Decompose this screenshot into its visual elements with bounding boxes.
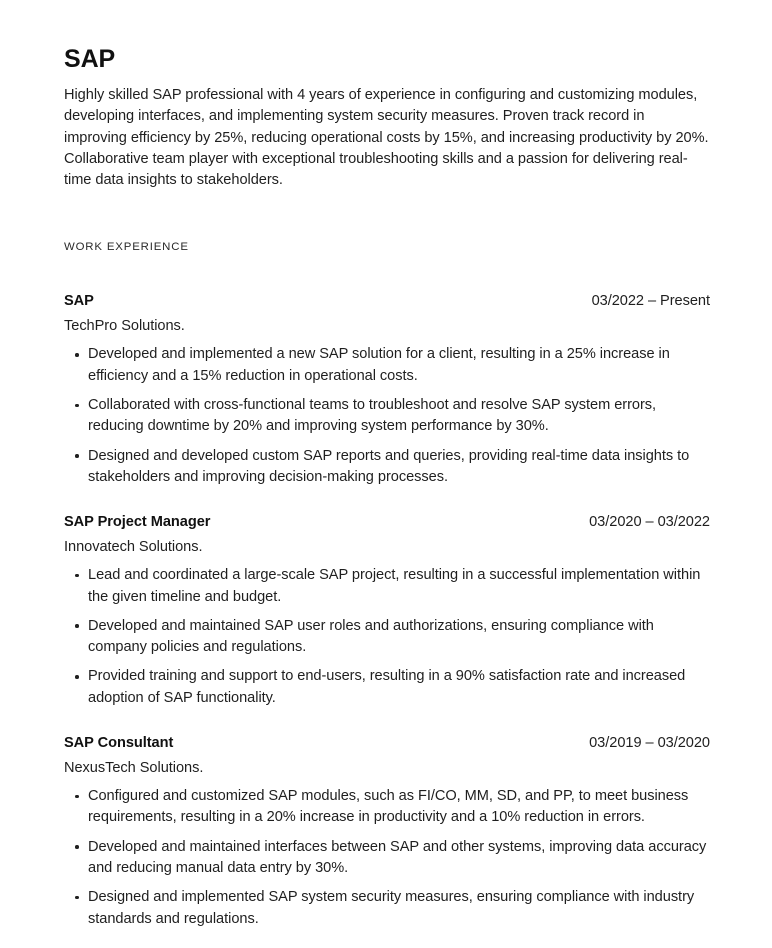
work-experience-list	[64, 292, 709, 929]
job-bullet-text: Developed and implemented a new SAP solution for a client, resulting in a 25% increase in efficiency and a 15% reduction in operational costs.	[88, 346, 670, 384]
bullet-dot-icon	[75, 353, 79, 357]
job-bullet	[64, 395, 709, 438]
job-bullet-text: Developed and maintained SAP user roles and authorizations, ensuring compliance with company policies and regulations.	[88, 617, 654, 656]
job-entry	[64, 292, 709, 488]
job-bullet-text: Designed and implemented SAP system security measures, ensuring compliance with industry standards and regulations.	[88, 889, 695, 927]
bullet-dot-icon	[75, 404, 79, 408]
job-header-row	[64, 513, 710, 532]
bullet-dot-icon	[75, 795, 79, 799]
job-bullet-text: Lead and coordinated a large-scale SAP project, resulting in a successful implementation within the given timeline and budget.	[88, 567, 701, 605]
job-bullet-list	[64, 344, 709, 488]
job-bullet	[64, 565, 709, 608]
professional-summary: Highly skilled SAP professional with 4 years of experience in configuring and customizing modules, developing interfaces, and implementing system security measures. Proven track record in improving efficiency by 25%, reducing operational costs by 15%, and increasing productivity by 20%. Collaborative team player with exceptional troubleshooting skills and a passion for delivering real-time data insights to stakeholders.	[64, 87, 709, 189]
job-title: SAP	[64, 293, 94, 310]
job-entry	[64, 734, 709, 930]
job-bullet-text: Collaborated with cross-functional teams to troubleshoot and resolve SAP system errors, reducing downtime by 20% and improving system performance by 30%.	[88, 397, 657, 435]
job-bullet-text: Provided training and support to end-users, resulting in a 90% satisfaction rate and increased adoption of SAP functionality.	[88, 668, 686, 706]
bullet-dot-icon	[75, 624, 79, 628]
job-bullet	[64, 887, 709, 930]
job-company: NexusTech Solutions.	[64, 760, 204, 777]
job-header-row	[64, 292, 710, 311]
job-company: TechPro Solutions.	[64, 318, 185, 335]
bullet-dot-icon	[75, 574, 79, 578]
job-dates: 03/2022 – Present	[591, 293, 710, 310]
job-bullet	[64, 837, 709, 880]
job-bullet	[64, 446, 709, 489]
bullet-dot-icon	[75, 675, 79, 679]
job-bullet-text: Developed and maintained interfaces between SAP and other systems, improving data accuracy and reducing manual data entry by 30%.	[88, 838, 707, 876]
job-bullet-text: Designed and developed custom SAP reports and queries, providing real-time data insights to stakeholders and improving decision-making processes.	[88, 447, 690, 485]
page-title: SAP	[64, 45, 116, 73]
bullet-dot-icon	[75, 896, 79, 900]
job-title: SAP Consultant	[64, 735, 174, 752]
bullet-dot-icon	[75, 454, 79, 458]
job-bullet	[64, 786, 709, 829]
job-company: Innovatech Solutions.	[64, 539, 203, 556]
job-dates: 03/2019 – 03/2020	[589, 735, 710, 752]
job-entry	[64, 513, 709, 709]
bullet-dot-icon	[75, 845, 79, 849]
job-header-row	[64, 734, 710, 753]
job-bullet	[64, 616, 709, 659]
job-bullet-list	[64, 565, 709, 709]
job-title: SAP Project Manager	[64, 514, 211, 531]
job-bullet	[64, 344, 709, 387]
job-bullet-list	[64, 786, 709, 930]
job-bullet-text: Configured and customized SAP modules, such as FI/CO, MM, SD, and PP, to meet business requirements, resulting in a 20% increase in productivity and a 10% reduction in errors.	[88, 788, 689, 826]
job-bullet	[64, 666, 709, 709]
section-header-work-experience: WORK EXPERIENCE	[64, 241, 189, 254]
job-dates: 03/2020 – 03/2022	[589, 514, 710, 531]
